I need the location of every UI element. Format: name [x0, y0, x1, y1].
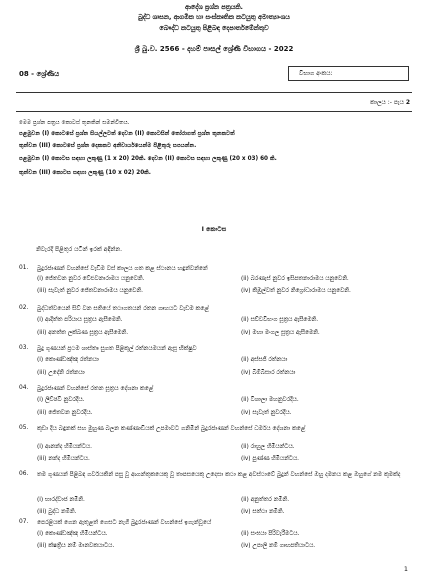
option-ii[interactable]: (ii) අනුත්තර නමිනි.: [241, 497, 290, 503]
option-iii[interactable]: (iii) උදේනි රත්නයා: [37, 370, 85, 376]
question-number: 05.: [19, 425, 29, 431]
header-line-3: බෞද්ධ කටයුතු පිළිබඳ දෙපාර්තමේන්තුව: [159, 24, 269, 32]
option-iv[interactable]: (iv) පුණ්ණ හිමියන්ටය.: [241, 456, 299, 462]
option-i[interactable]: (i) කොණ්ඩඤ්ඤ හිමියන්ටය.: [37, 531, 108, 537]
time-allowed: [370, 99, 410, 107]
index-number-label: විභාග අංකය:: [299, 70, 333, 77]
option-iii[interactable]: (iii) අනත්ත ලක්ඛණ සූත්‍රය ඇසීමෙනි.: [37, 330, 129, 336]
option-ii[interactable]: (ii) සච්චවිභංග සූත්‍රය ඇසීමෙනි.: [241, 317, 319, 323]
option-iii[interactable]: (iii) සැවැත් නුවර ජේතවනාරාමය යනුවෙනි.: [37, 288, 144, 294]
header-line-1: ආදේශ ප්‍රශ්න පත්‍රයකි.: [185, 3, 243, 11]
option-i[interactable]: (i) භාරද්වාජ නමිනි.: [37, 497, 85, 503]
question-text: බුදු ගුණයන් ප්‍රථම ශාස්තෘ සුගත පිළිකුල් රත්නයමයන් ඇසූ භික්ෂුව: [37, 346, 197, 352]
instruction-line: පළමුවන (I) කොටස සඳහා ලකුණු (1 x 20) 20කි. දෙවන (II) කොටස සඳහා ලකුණු (20 x 03) 60 කි.: [19, 156, 277, 163]
question-text: බුද්ධත්වයෙන් සිව් වන සතියේ තථාගතයන් රතන ගෘහයට වැඩම කළේ: [37, 306, 209, 312]
option-ii[interactable]: (ii) බරණැස් නුවර ඉසිපතනාරාමය යනුවෙනි.: [241, 276, 349, 282]
question-text: පෙරළියක් ගෙන ඇතුළත් ගෙසට නැගී බුදුරජාණන් වහන්සේ ඉගැන්වූයේ: [37, 520, 212, 526]
question-text: කුඩා දිය බඳුනක් සහ මුහුණ බලන කණ්ණාඩියක් උපමාවට ගනිමින් බුදුරජාණන් වහන්සේ ධර්මය දේශනා කළේ: [37, 426, 306, 432]
option-iv[interactable]: (iv) කිඹුල්වත් නුවර නිග්‍රෝධාරාමය යනුවෙනි.: [241, 288, 351, 294]
option-iv[interactable]: (iv) මහා මංගල සූත්‍රය ඇසීමෙනි.: [241, 330, 320, 336]
option-iii[interactable]: (iii) නන්ද හිමියන්ටය.: [37, 456, 90, 462]
instruction-line: මෙම ප්‍රශ්න පත්‍රය කොටස් තුනකින් සමන්විතය.: [19, 120, 130, 126]
question-text: තම ගුණයන් පිළිබඳ ගර්වයකින් පසු වූ ආගන්තුකයෙකු වූ තාපසයෙකු උදෙසා කථා කළ අවස්ථාවේ බුදුන් වහන්සේ ඔහු දමනය කළ ඔහුගේ නම කුමක්ද: [37, 472, 401, 478]
option-i[interactable]: (i) ආදිත්ත පරියාය සූත්‍රය ඇසීමෙනි.: [37, 317, 123, 323]
part-title: I කොටස: [201, 226, 227, 233]
option-ii[interactable]: (ii) විශාලා මහනුවරදීය.: [241, 397, 299, 403]
option-iv[interactable]: (iv) සත්ථා නමිනි.: [241, 509, 285, 515]
option-i[interactable]: (i) ලිච්ඡවි නුවරදීය.: [37, 397, 85, 403]
header-line-2: බුද්ධ ශාසන, ආගමික හා සංස්කෘතික කටයුතු අමාත්‍යාංශය: [138, 13, 290, 21]
question-number: 02.: [19, 305, 29, 311]
section-instruction: නිවැරදි පිළිතුර යටින් ඉරක් අඳින්න.: [36, 246, 123, 253]
option-i[interactable]: (i) ජේතවන නුවර වේළුවනාරාමය යනුවෙනි.: [37, 276, 145, 282]
option-ii[interactable]: (ii) රාහුල හිමියන්ටය.: [241, 444, 295, 450]
instruction-line: පළමුවන (I) කොටසේ ප්‍රශ්න සියල්ලටත් දෙවන (II) කොටසින් තෝරාගත් ප්‍රශ්න තුනකටත්: [19, 131, 235, 138]
question-text: බුදුරජාණන් වහන්සේ වැඩිම වස් කාලය ගත කළ ස්ථානය හඳුන්වන්නේ: [37, 266, 208, 272]
instruction-line: තුන්වන (III) කොටස සඳහා ලකුණු (10 x 02) 20කි.: [19, 169, 151, 176]
question-number: 04.: [19, 385, 29, 391]
question-number: 06.: [19, 471, 29, 477]
option-iv[interactable]: (iv) බිම්බිසාර රත්නයා: [241, 370, 296, 376]
option-iv[interactable]: (iv) සැවැත් නුවරදීය.: [241, 410, 292, 416]
divider-top: [16, 92, 412, 93]
question-number: 01.: [19, 265, 29, 271]
question-number: 03.: [19, 345, 29, 351]
time-label: කාලය :- පැය: [370, 99, 404, 106]
question-text: බුදුරජාණන් වහන්සේ රතන සූත්‍රය දේශනා කළේ: [37, 386, 154, 392]
option-i[interactable]: (i) කොණ්ඩඤ්ඤ රත්නයා: [37, 357, 99, 363]
option-ii[interactable]: (ii) අස්සජි රත්නයා: [241, 357, 288, 363]
grade-label: 08 - ශ්‍රේණිය: [19, 70, 60, 78]
option-iii[interactable]: (iii) ක්ෂත්‍රිය නම් මානවකයාටය.: [37, 543, 115, 549]
option-iii[interactable]: (iii) ජේතවන නුවරදීය.: [37, 410, 93, 416]
page-number: 1: [403, 565, 408, 573]
option-i[interactable]: (i) ආනන්ද හිමියන්ටය.: [37, 444, 92, 450]
option-iv[interactable]: (iv) උපාලි නම් ගෘහපතියාටය.: [241, 543, 316, 549]
instructions: [19, 118, 411, 179]
time-value: 2: [405, 99, 410, 106]
divider-bottom: [16, 111, 412, 112]
header-line-4: ශ්‍රී බු.ව. 2566 - දහම් පාසල් ශ්‍රේණි විභාගය - 2022: [134, 45, 294, 53]
index-number-box[interactable]: [288, 66, 409, 81]
option-ii[interactable]: (ii) සංඝයා පිරිවැරීමටය.: [241, 531, 300, 537]
question-number: 07.: [19, 519, 29, 525]
option-iii[interactable]: (iii) බුද්ධ නමිනි.: [37, 509, 77, 515]
instruction-line: තුන්වන (III) කොටසේ ප්‍රශ්න දෙකකට අනිවාර්යයෙන්ම පිළිතුරු සපයන්න.: [19, 142, 197, 149]
